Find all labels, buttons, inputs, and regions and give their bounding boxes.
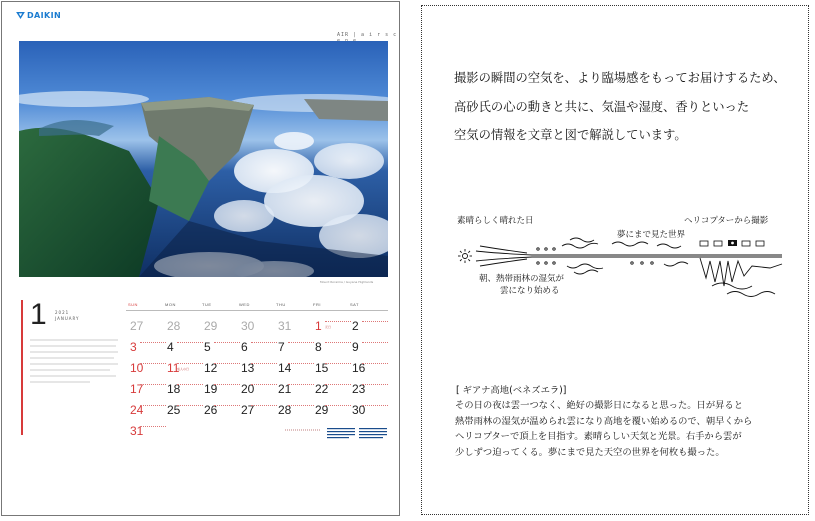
brand-logo — [16, 11, 61, 20]
series-title: AIR | a i r s c — [337, 32, 398, 38]
calendar-day: 23 — [352, 382, 366, 396]
day-memo-line — [140, 384, 166, 385]
label-clear-day: 素晴らしく晴れた日 — [457, 216, 534, 226]
day-memo-line — [288, 342, 314, 343]
calendar-day: 1 — [315, 319, 322, 333]
lead-line: 空気の情報を文章と図で解説しています。 — [454, 128, 687, 142]
body-line: ヘリコプターで頂上を目指す。素晴らしい天気と光景。右手から雲が — [455, 431, 742, 442]
day-memo-line — [177, 363, 203, 364]
place-title: [ ギアナ高地(ベネズエラ)] — [456, 385, 567, 396]
mini-calendars — [327, 428, 389, 443]
day-memo-line — [140, 405, 166, 406]
day-memo-line — [288, 363, 314, 364]
calendar-day: 5 — [204, 340, 211, 354]
day-memo-line — [325, 384, 351, 385]
weekday-sun: SUN — [128, 302, 138, 307]
day-memo-line — [325, 342, 351, 343]
month-body-lines — [30, 338, 122, 402]
calendar-day: 19 — [204, 382, 218, 396]
day-memo-line — [214, 342, 240, 343]
day-memo-line — [251, 363, 277, 364]
calendar-day: 18 — [167, 382, 181, 396]
calendar-day: 6 — [241, 340, 248, 354]
holiday-note: 成人の日 — [177, 367, 190, 371]
day-memo-line — [177, 384, 203, 385]
camera-icon — [742, 241, 750, 246]
body-line: その日の夜は雲一つなく、絶好の撮影日になると思った。日が昇ると — [455, 400, 744, 411]
photo-credit: Mount Roraima / Guyana Highlands — [320, 280, 374, 284]
calendar-day: 17 — [130, 382, 144, 396]
calendar-day: 21 — [278, 382, 292, 396]
calendar-day: 8 — [315, 340, 322, 354]
calendar-day: 31 — [278, 319, 292, 333]
calendar-day: 22 — [315, 382, 329, 396]
description-card — [421, 5, 809, 515]
day-memo-line — [251, 342, 277, 343]
lead-line: 撮影の瞬間の空気を、より臨場感をもってお届けするため、 — [454, 71, 786, 85]
landscape-photo — [19, 41, 388, 277]
day-memo-line — [140, 426, 166, 427]
sun-icon — [458, 249, 472, 263]
calendar-day: 30 — [352, 403, 366, 417]
weekday-tue: TUE — [202, 302, 212, 307]
label-helicopter: ヘリコプターから撮影 — [684, 216, 769, 226]
holiday-note: 元日 — [325, 325, 332, 329]
calendar-day: 28 — [278, 403, 292, 417]
lead-line: 高砂氏の心の動きと共に、気温や湿度、香りといった — [454, 99, 750, 114]
label-humidity-1: 朝、熱帯雨林の湿気が — [479, 274, 565, 284]
day-memo-line — [251, 384, 277, 385]
day-memo-line — [177, 405, 203, 406]
body-line: 少しずつ迫ってくる。夢にまで見た天空の世界を何枚も撮った。 — [455, 446, 725, 458]
day-memo-line — [214, 405, 240, 406]
weekday-fri: FRI — [313, 302, 321, 307]
day-memo-line — [325, 405, 351, 406]
calendar-day: 25 — [167, 403, 181, 417]
calendar-day: 29 — [315, 403, 329, 417]
calendar-day: 10 — [130, 361, 144, 375]
body-line: 熱帯雨林の湿気が温められ雲になり高地を覆い始めるので、朝早くから — [455, 415, 753, 427]
diagram-lines — [452, 206, 797, 306]
calendar-day: 11 — [167, 361, 180, 375]
calendar-day: 2 — [352, 319, 359, 333]
calendar-day: 15 — [315, 361, 329, 375]
body-paragraph — [455, 398, 800, 460]
air-timeline-diagram — [452, 206, 797, 306]
month-accent-line — [21, 300, 23, 435]
calendar-day: 27 — [130, 319, 144, 333]
calendar-day: 4 — [167, 340, 174, 354]
weekday-sat: SAT — [350, 302, 359, 307]
camera-icon — [700, 241, 708, 246]
calendar-day: 13 — [241, 361, 255, 375]
calendar-day: 31 — [130, 424, 144, 438]
day-memo-line — [214, 363, 240, 364]
month-name: JANUARY — [55, 316, 80, 321]
day-memo-line — [362, 363, 388, 364]
day-memo-line — [214, 384, 240, 385]
calendar-day: 14 — [278, 361, 292, 375]
brand-name: DAIKIN — [27, 11, 62, 20]
label-humidity-2: 雲になり始める — [500, 286, 560, 296]
day-memo-line — [362, 321, 388, 322]
calendar-day: 16 — [352, 361, 366, 375]
calendar-day: 28 — [167, 319, 181, 333]
day-memo-line — [362, 405, 388, 406]
day-memo-line — [177, 342, 203, 343]
calendar-page — [1, 1, 400, 516]
month-year: 2021 — [55, 310, 70, 315]
weekday-thu: THU — [276, 302, 286, 307]
day-memo-line — [325, 321, 351, 322]
label-dream-world: 夢にまで見た世界 — [617, 230, 686, 240]
day-memo-line — [288, 384, 314, 385]
calendar-day: 27 — [241, 403, 255, 417]
month-number: 1 — [30, 298, 47, 331]
calendar-day: 24 — [130, 403, 144, 417]
calendar-day: 20 — [241, 382, 255, 396]
day-memo-line — [325, 363, 351, 364]
weekday-divider — [126, 310, 388, 311]
weekday-wed: WED — [239, 302, 250, 307]
calendar-day: 26 — [204, 403, 218, 417]
daikin-logo-icon — [16, 12, 25, 19]
camera-icon — [756, 241, 764, 246]
calendar-day: 12 — [204, 361, 218, 375]
weekday-mon: MON — [165, 302, 176, 307]
day-memo-line — [251, 405, 277, 406]
day-memo-line — [362, 384, 388, 385]
calendar-grid — [126, 302, 388, 442]
day-memo-line — [288, 405, 314, 406]
day-memo-line — [362, 342, 388, 343]
day-memo-line — [140, 342, 166, 343]
calendar-day: 7 — [278, 340, 285, 354]
calendar-day: 29 — [204, 319, 218, 333]
calendar-footnote — [285, 428, 321, 433]
day-memo-line — [140, 363, 166, 364]
camera-icon — [714, 241, 722, 246]
calendar-day: 30 — [241, 319, 255, 333]
calendar-day: 3 — [130, 340, 137, 354]
calendar-day: 9 — [352, 340, 359, 354]
lead-paragraph — [454, 64, 804, 150]
month-block — [19, 300, 119, 440]
